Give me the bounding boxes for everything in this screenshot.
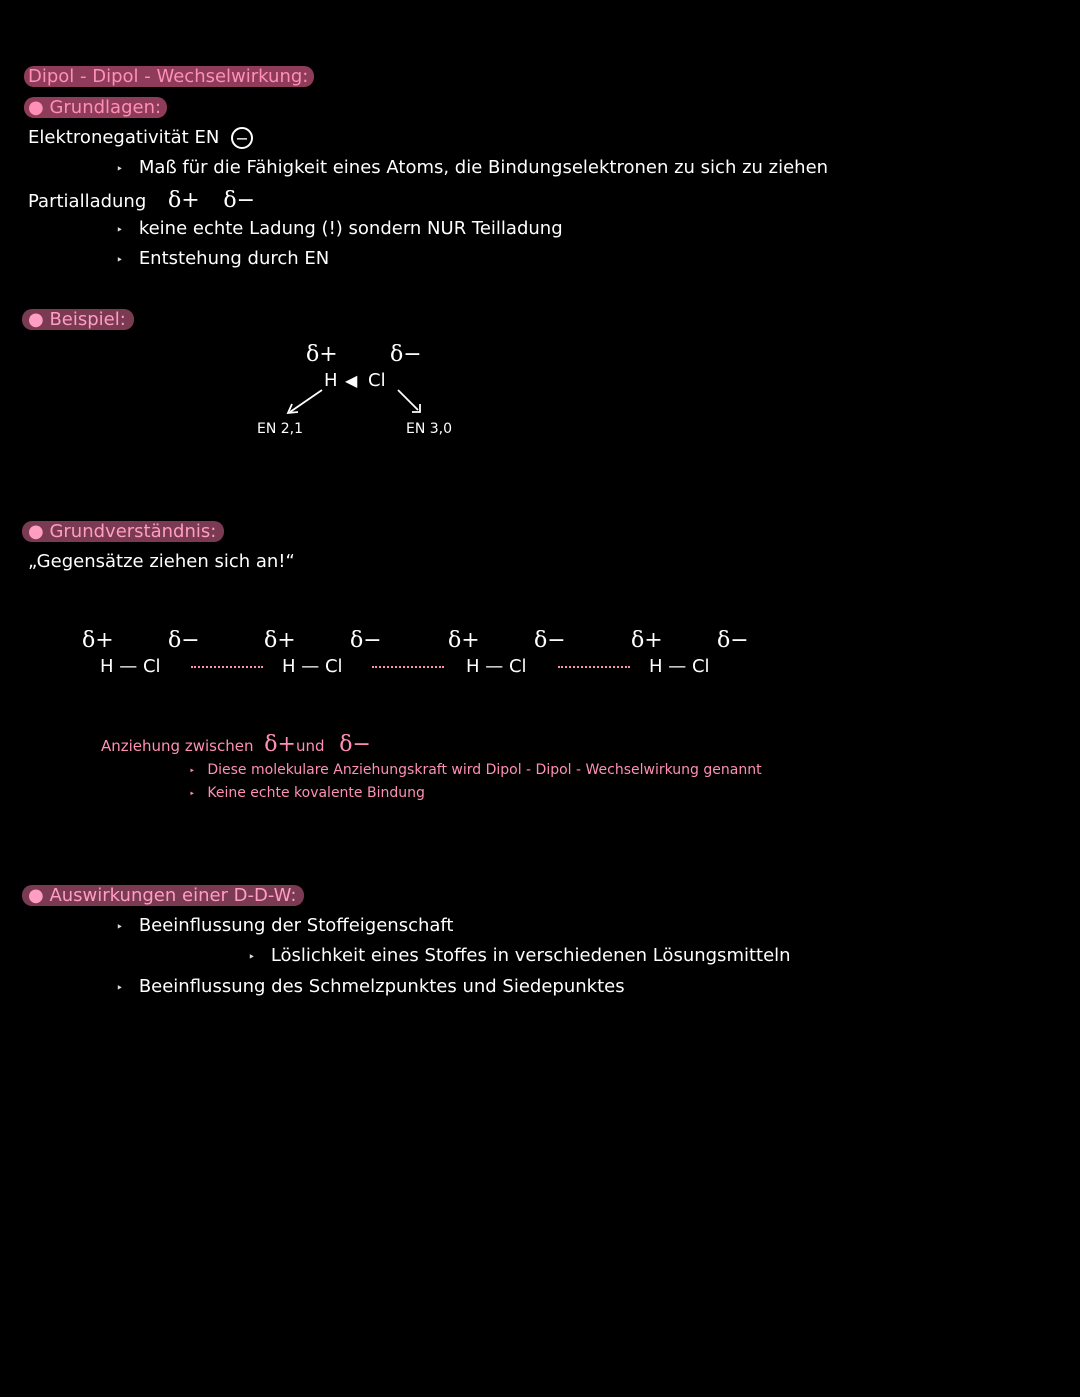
molecule-formula: H — Cl — [466, 656, 527, 677]
bullet-icon: ‣ — [116, 920, 124, 934]
section-heading-grundverstaendnis — [22, 521, 224, 542]
hydrogen-label: H — [324, 370, 338, 391]
dotted-attraction-line — [372, 666, 444, 668]
molecule-formula: H — Cl — [649, 656, 710, 677]
partial-label: Partialladung — [28, 191, 147, 212]
partial-bullet-text: Entstehung durch EN — [138, 248, 330, 269]
bullet-icon: ‣ — [248, 950, 256, 964]
partial-line — [28, 188, 255, 213]
molecule-formula: H — Cl — [100, 656, 161, 677]
delta-plus-symbol: δ+ — [264, 628, 296, 653]
quote-text: „Gegensätze ziehen sich an!“ — [28, 551, 295, 572]
partial-bullet-2 — [116, 248, 329, 269]
note-text: Keine echte kovalente Bindung — [207, 785, 425, 801]
bullet-icon: ‣ — [116, 162, 124, 176]
bullet-icon: ‣ — [189, 766, 195, 777]
minus-circle-icon: − — [231, 127, 253, 149]
hcl-molecule — [629, 628, 749, 684]
delta-plus-symbol: δ+ — [631, 628, 663, 653]
bullet-dot-icon: ● — [28, 309, 44, 330]
grundlagen-heading-text: Grundlagen: — [49, 97, 162, 118]
delta-minus-symbol: δ− — [223, 188, 256, 213]
section-heading-beispiel — [22, 309, 134, 330]
auswirkung-item-2 — [248, 945, 791, 966]
bullet-icon: ‣ — [116, 223, 124, 237]
auswirkung-item-3 — [116, 976, 625, 997]
hcl-example-diagram — [250, 340, 480, 450]
partial-bullet-text: keine echte Ladung (!) sondern NUR Teilladung — [138, 218, 563, 239]
section-heading-grundlagen — [24, 97, 167, 118]
en-hydrogen-value: EN 2,1 — [257, 421, 304, 437]
chlorine-label: Cl — [368, 370, 386, 391]
attraction-and: und — [295, 737, 325, 755]
delta-minus-symbol: δ− — [350, 628, 382, 653]
bullet-icon: ‣ — [116, 981, 124, 995]
bullet-icon: ‣ — [189, 789, 195, 800]
auswirkung-text: Löslichkeit eines Stoffes in verschiedenen Lösungsmitteln — [270, 945, 791, 966]
delta-minus-symbol: δ− — [534, 628, 566, 653]
dotted-attraction-line — [558, 666, 630, 668]
attraction-line — [101, 732, 371, 757]
auswirkung-text: Beeinflussung der Stoffeigenschaft — [138, 915, 454, 936]
auswirkung-item-1 — [116, 915, 453, 936]
dotted-attraction-line — [191, 666, 263, 668]
page-title: Dipol - Dipol - Wechselwirkung: — [24, 66, 314, 87]
delta-minus-symbol: δ− — [168, 628, 200, 653]
en-bullet — [116, 157, 828, 178]
hcl-molecule — [80, 628, 200, 684]
delta-plus-symbol: δ+ — [264, 732, 296, 757]
en-chlorine-value: EN 3,0 — [406, 421, 453, 437]
arrow-left-icon: ◀ — [345, 371, 358, 390]
bullet-dot-icon: ● — [28, 97, 44, 118]
en-label: Elektronegativität EN — [28, 127, 220, 148]
attraction-note-2 — [189, 785, 425, 801]
en-line — [28, 127, 253, 149]
molecule-formula: H — Cl — [282, 656, 343, 677]
bullet-dot-icon: ● — [28, 885, 44, 906]
delta-plus-symbol: δ+ — [82, 628, 114, 653]
en-bullet-text: Maß für die Fähigkeit eines Atoms, die Bindungselektronen zu sich zu ziehen — [138, 157, 829, 178]
hcl-molecule — [262, 628, 382, 684]
section-heading-auswirkungen — [22, 885, 304, 906]
grundverstaendnis-heading-text: Grundverständnis: — [49, 521, 217, 542]
delta-plus-symbol: δ+ — [448, 628, 480, 653]
bullet-dot-icon: ● — [28, 521, 44, 542]
auswirkung-text: Beeinflussung des Schmelzpunktes und Siedepunktes — [138, 976, 625, 997]
delta-minus-symbol: δ− — [390, 342, 422, 367]
bullet-icon: ‣ — [116, 253, 124, 267]
attraction-note-1 — [189, 762, 762, 778]
note-text: Diese molekulare Anziehungskraft wird Dipol - Dipol - Wechselwirkung genannt — [207, 762, 762, 778]
delta-minus-symbol: δ− — [717, 628, 749, 653]
hcl-molecule — [446, 628, 566, 684]
partial-bullet-1 — [116, 218, 563, 239]
auswirkungen-heading-text: Auswirkungen einer D-D-W: — [49, 885, 297, 906]
delta-minus-symbol: δ− — [339, 732, 371, 757]
delta-plus-symbol: δ+ — [168, 188, 200, 213]
attraction-label: Anziehung zwischen — [101, 737, 254, 755]
delta-plus-symbol: δ+ — [306, 342, 338, 367]
dipole-chain-diagram — [80, 628, 760, 688]
en-arrows-icon — [280, 384, 460, 416]
beispiel-heading-text: Beispiel: — [49, 309, 126, 330]
